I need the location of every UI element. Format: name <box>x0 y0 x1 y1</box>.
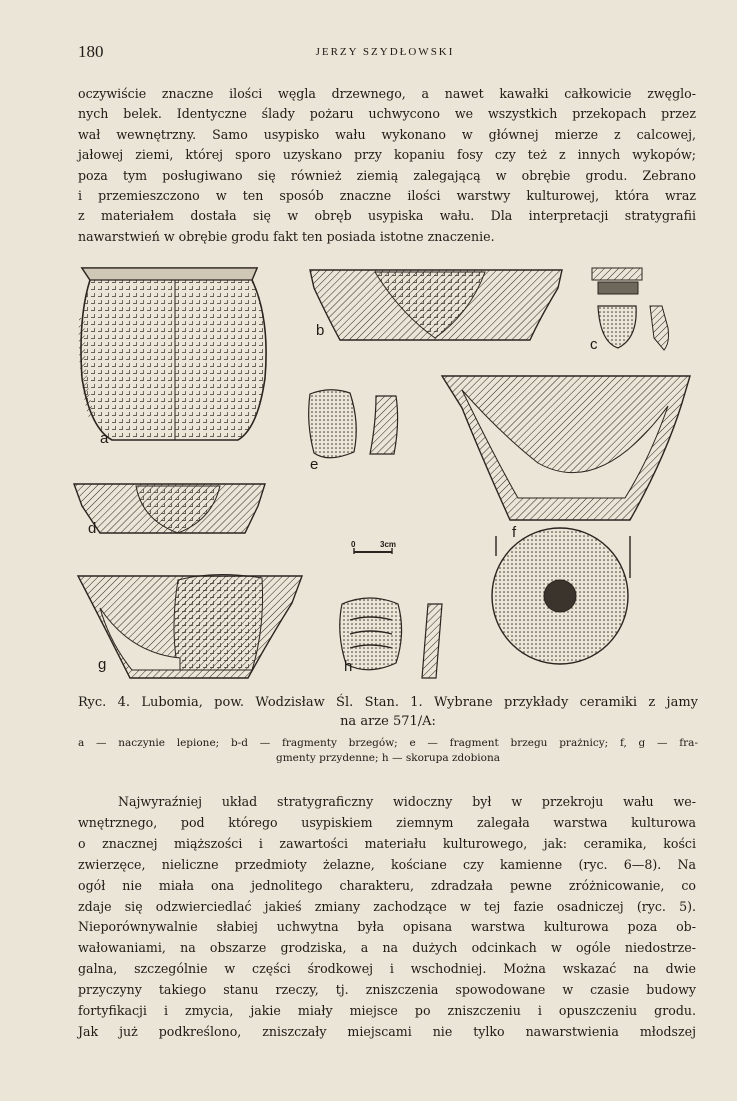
text-line: Jak już podkreślono, zniszczały miejscami nie tylko nawarstwienia młodszej <box>78 1023 696 1039</box>
figure-label-h: h <box>344 658 353 675</box>
rim-fragment-b-drawing <box>310 270 562 340</box>
caption-line: na arze 571/A: <box>340 714 436 729</box>
paragraph-2 <box>78 792 696 1043</box>
text-line: jałowej ziemi, której sporo uzyskano przy kopaniu fosy czy też z innych wykopów; <box>78 147 696 163</box>
base-fragment-f-drawing <box>442 376 690 664</box>
text-line: o znacznej miąższości i zawartości materiału kulturowego, jak: ceramika, kości <box>78 835 696 851</box>
fragment-e-drawing <box>309 390 398 458</box>
scale-unit: 3cm <box>380 540 397 549</box>
figure-label-a: a <box>100 430 109 447</box>
caption-legend-line: gmenty przydenne; h — skorupa zdobiona <box>275 751 500 764</box>
text-line: i przemieszczono w ten sposób znaczne ilości warstwy kulturowej, która wraz <box>78 188 696 204</box>
text-line: oczywiście znaczne ilości węgla drzewnego, a nawet kawałki całkowicie zwęglo- <box>78 86 696 101</box>
scale-zero: 0 <box>351 540 356 549</box>
running-head: JERZY SZYDŁOWSKI <box>315 46 455 58</box>
page-header <box>78 42 692 64</box>
text-line: poza tym posługiwano się również ziemią zalegającą w obrębie grodu. Zebrano <box>78 167 696 183</box>
text-line: przyczyny takiego stanu rzeczy, tj. zniszczenia spowodowane w czasie budowy <box>78 982 696 998</box>
figure-label-c: c <box>590 336 598 353</box>
text-line: wałowaniami, na obszarze grodziska, a na dużych odcinkach w ogóle niedostrze- <box>78 940 696 956</box>
figure-caption-title <box>78 693 698 731</box>
paragraph-1 <box>78 84 696 247</box>
text-line: galna, szczególnie w części środkowej i wschodniej. Można wskazać na dwie <box>78 961 696 977</box>
figure-label-b: b <box>316 322 325 339</box>
decorated-sherd-h-drawing <box>340 598 442 678</box>
text-line: z materiałem dostała się w obręb usypiska wału. Dla interpretacji stratygrafii <box>78 208 696 224</box>
text-line: nawarstwień w obrębie grodu fakt ten posiada istotne znaczenie. <box>78 228 495 244</box>
ceramics-figure <box>70 258 700 683</box>
caption-line: Ryc. 4. Lubomia, pow. Wodzisław Śl. Stan. 1. Wybrane przykłady ceramiki z jamy <box>78 695 698 710</box>
text-line: Nieporównywalnie słabiej uchwytna była opisana warstwa kulturowa poza ob- <box>78 919 696 935</box>
figure-label-g: g <box>98 656 107 673</box>
text-line: zdaje się odzwierciedlać jakieś zmiany zachodzące w tej fazie osadniczej (ryc. 5). <box>78 898 696 914</box>
figure-caption-legend <box>78 736 698 765</box>
text-line: fortyfikacji i zmycia, jakie miały miejsce po zniszczeniu i opuszczeniu grodu. <box>78 1003 696 1019</box>
text-line: ogół nie miała ona jednolitego charakteru, zdradzała pewne zróżnicowanie, co <box>78 877 696 893</box>
text-line: wnętrznego, pod którego usypiskiem ziemnym zalegała warstwa kulturowa <box>78 814 696 830</box>
text-line: wał wewnętrzny. Samo usypisko wału wykonano w głównej mierze z calcowej, <box>78 126 696 142</box>
caption-legend-line: a — naczynie lepione; b-d — fragmenty brzegów; e — fragment brzegu prażnicy; f, g — fra- <box>78 737 698 749</box>
vessel-a-drawing <box>81 268 266 440</box>
rim-fragment-d-drawing <box>74 484 265 533</box>
text-line: nych belek. Identyczne ślady pożaru uchwycono we wszystkich przekopach przez <box>78 106 696 122</box>
figure-label-e: e <box>310 456 319 473</box>
base-fragment-g-drawing <box>78 574 302 678</box>
text-line: zwierzęce, nieliczne przedmioty żelazne, kościane czy kamienne (ryc. 6—8). Na <box>78 856 696 872</box>
page-number: 180 <box>78 42 104 61</box>
pottery-drawings <box>70 258 700 683</box>
text-line: Najwyraźniej układ stratygraficzny widoczny był w przekroju wału we- <box>118 794 696 809</box>
rim-fragment-c-drawing <box>592 268 669 350</box>
figure-label-d: d <box>88 520 97 537</box>
figure-label-f: f <box>512 524 517 541</box>
